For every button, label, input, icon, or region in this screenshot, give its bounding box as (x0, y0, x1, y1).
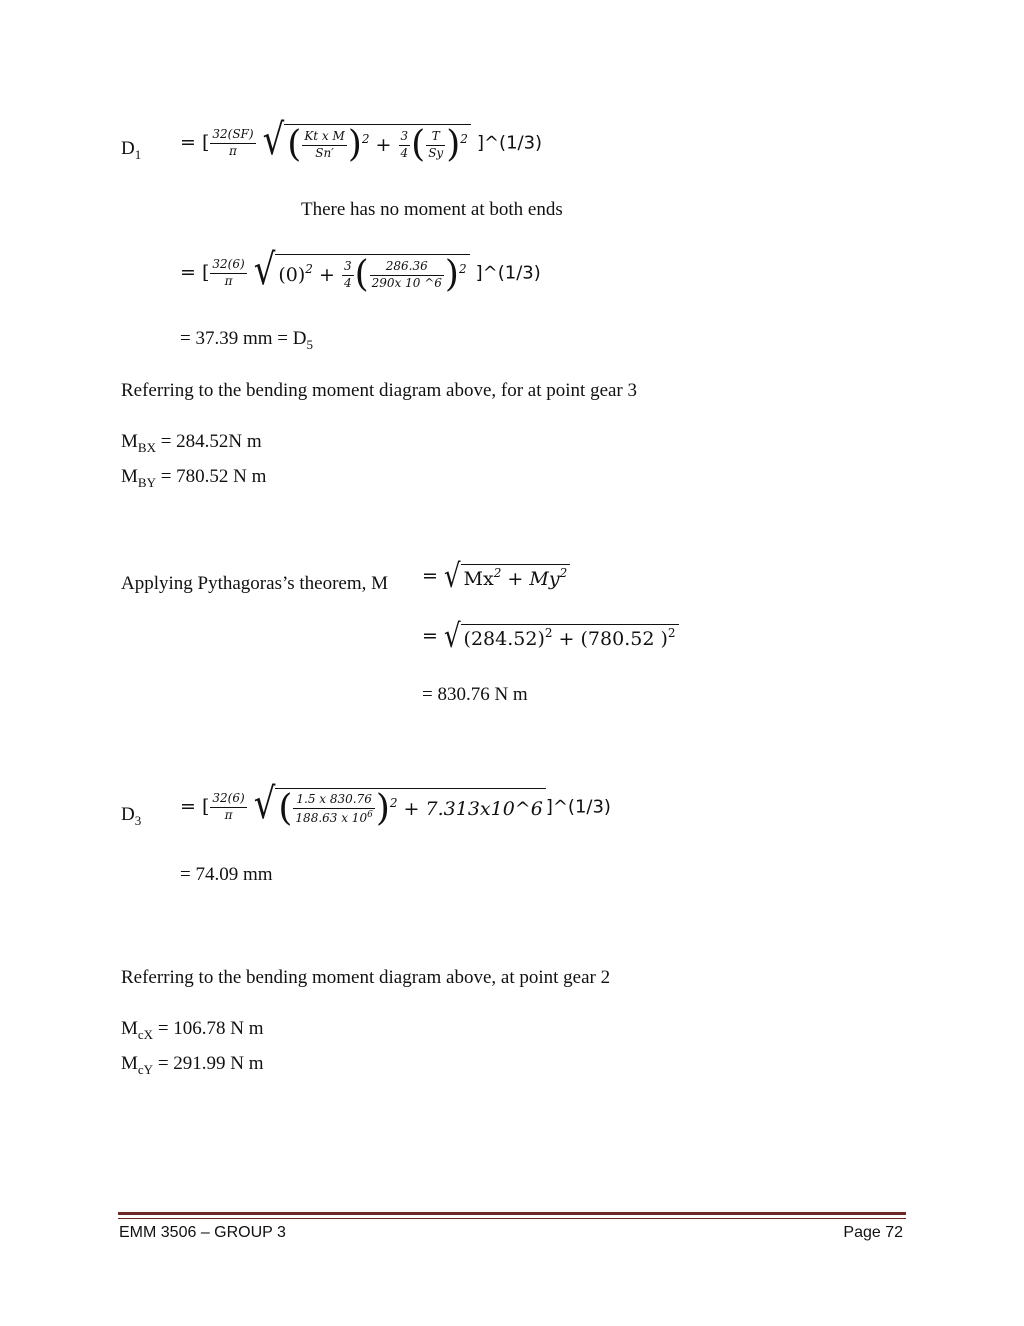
d1-tail: ]^(1/3) (476, 132, 543, 154)
d1-frac4 (426, 130, 445, 161)
para-gear3: Referring to the bending moment diagram above, for at point gear 3 (121, 380, 638, 401)
d3-result: = 74.09 mm (180, 864, 273, 885)
d1-frac1 (210, 128, 255, 159)
pythag-sub-sqrt: √ (284.52) 2 + (780.52 ) 2 (444, 624, 679, 650)
d1-sub-formula (180, 245, 541, 296)
d1s-frac4-den: 290x 10 ^6 (371, 275, 442, 290)
d1-frac2-den: Sn′ (315, 145, 334, 160)
d3-eq: = [ (180, 795, 210, 818)
note-no-moment: There has no moment at both ends (301, 199, 563, 220)
d3-sqrt: √ ( $\frac{1.5 x 830.76}{188.63 x 10^6}$ ) 2 + 7.313x10^6 (254, 788, 546, 827)
pythag-t2: My (529, 567, 560, 590)
d3-formula (180, 779, 611, 830)
pythag-sub-sq1: 2 (544, 625, 553, 640)
d1s-eq: = [ (180, 261, 210, 284)
footer-left: EMM 3506 – GROUP 3 (119, 1224, 286, 1241)
d1-label (121, 138, 141, 160)
mcy-sub: cY (137, 1062, 154, 1077)
d1-result (180, 328, 313, 350)
d3-label-letter: D (121, 804, 135, 825)
d3-tail: ]^(1/3) (545, 796, 611, 818)
pythag-eq: = (422, 565, 438, 587)
pythag-t1: Mx (463, 567, 494, 590)
mcx-line (121, 1018, 264, 1040)
d3-term2: 7.313x10^6 (425, 798, 543, 820)
d1s-frac3 (342, 260, 354, 291)
footer-page-number: Page 72 (843, 1224, 903, 1241)
pythag-sq1: 2 (493, 565, 502, 580)
mby-sub: BY (137, 475, 156, 490)
d1s-frac1 (210, 258, 246, 289)
mby-line (121, 466, 266, 488)
mcx-m: M (121, 1018, 138, 1039)
mcx-sub: cX (137, 1027, 154, 1042)
para-gear2: Referring to the bending moment diagram above, at point gear 2 (121, 967, 611, 988)
d1-frac2 (302, 130, 346, 161)
d1-frac1-num: 32(SF) (210, 128, 255, 144)
d1-formula (180, 115, 543, 166)
pythag-sqrt: √ Mx 2 + My 2 (444, 564, 570, 590)
d1-sqrt: √ ( $\frac{\text{Kt x M}}{Sn'}$ ) 2 + $\frac{3}{4}$ ( $\frac{T}{Sy}$ ) 2 (263, 124, 471, 163)
pythag-sub-t2: (780.52 ) (580, 627, 668, 650)
d3-plus: + (403, 798, 420, 820)
d1s-frac3-num: 3 (342, 260, 354, 276)
pythag-formula (422, 558, 570, 596)
mbx-sub: BX (137, 440, 156, 455)
mcy-m: M (121, 1053, 138, 1074)
d1s-frac1-den: π (224, 274, 233, 288)
mcx-value: = 106.78 N m (153, 1018, 264, 1039)
d3-label (121, 804, 141, 826)
d1s-term1: (0) (278, 264, 306, 286)
mbx-value: = 284.52N m (155, 431, 262, 452)
d1-eq: = [ (180, 131, 210, 154)
d1-frac3-den: 4 (400, 145, 409, 160)
d1-frac1-den: π (229, 144, 237, 158)
mby-value: = 780.52 N m (155, 466, 267, 487)
d1s-frac3-den: 4 (343, 275, 352, 290)
d3-frac1-num: 32(6) (210, 792, 246, 808)
pythag-sub-plus: + (558, 627, 575, 650)
d3-frac2 (293, 793, 374, 826)
pythag-sub-t1: (284.52) (463, 627, 545, 650)
mbx-m: M (121, 431, 138, 452)
mcy-value: = 291.99 N m (153, 1053, 264, 1074)
pythag-label: Applying Pythagoras’s theorem, M (121, 573, 389, 594)
d1-label-sub: 1 (134, 147, 142, 162)
d3-sq: 2 (389, 796, 398, 810)
d3-frac2-den (293, 809, 374, 826)
d1-frac2-num: Kt x M (302, 130, 346, 146)
d1-result-text: = 37.39 mm = D (180, 328, 307, 349)
d1-frac4-num: T (426, 130, 445, 146)
d3-frac2-num: 1.5 x 830.76 (293, 793, 374, 809)
d1s-sq2: 2 (458, 262, 467, 276)
d3-frac2-den-sup: 6 (367, 809, 373, 820)
d1-frac3-num: 3 (399, 130, 411, 146)
mbx-line (121, 431, 262, 453)
d1-plus: + (375, 134, 392, 156)
d1s-tail: ]^(1/3) (475, 262, 541, 284)
footer-rule-thick (118, 1212, 906, 1215)
d3-label-sub: 3 (134, 813, 142, 828)
pythag-plus: + (507, 567, 524, 590)
pythag-sq2: 2 (559, 565, 568, 580)
d1s-sq1: 2 (305, 262, 313, 276)
d3-frac1 (210, 792, 246, 823)
d1-sq1: 2 (361, 132, 370, 146)
pythag-result: = 830.76 N m (422, 684, 528, 705)
d1-result-sub: 5 (306, 337, 313, 352)
d1-label-letter: D (121, 138, 135, 159)
d1-frac4-den: Sy (428, 145, 444, 160)
mby-m: M (121, 466, 138, 487)
d3-frac1-den: π (224, 808, 233, 822)
pythag-sub-eq: = (422, 625, 438, 647)
pythag-sub-sq2: 2 (667, 625, 676, 640)
d1s-plus: + (318, 264, 335, 286)
mcy-line (121, 1053, 264, 1075)
pythag-sub-formula (422, 618, 679, 656)
d1s-frac4-num: 286.36 (370, 260, 444, 276)
d1s-frac1-num: 32(6) (210, 258, 246, 274)
d1-frac3 (399, 130, 411, 161)
d1s-sqrt: √ (0) 2 + $\frac{3}{4}$ ( $\frac{286.36}{290x 10 \^{}6}$ ) 2 (254, 254, 470, 293)
d1-sq2: 2 (460, 132, 468, 146)
d3-frac2-den-base: 188.63 x 10 (295, 810, 368, 825)
d1s-frac4 (370, 260, 444, 291)
footer-rule-thin (118, 1218, 906, 1219)
